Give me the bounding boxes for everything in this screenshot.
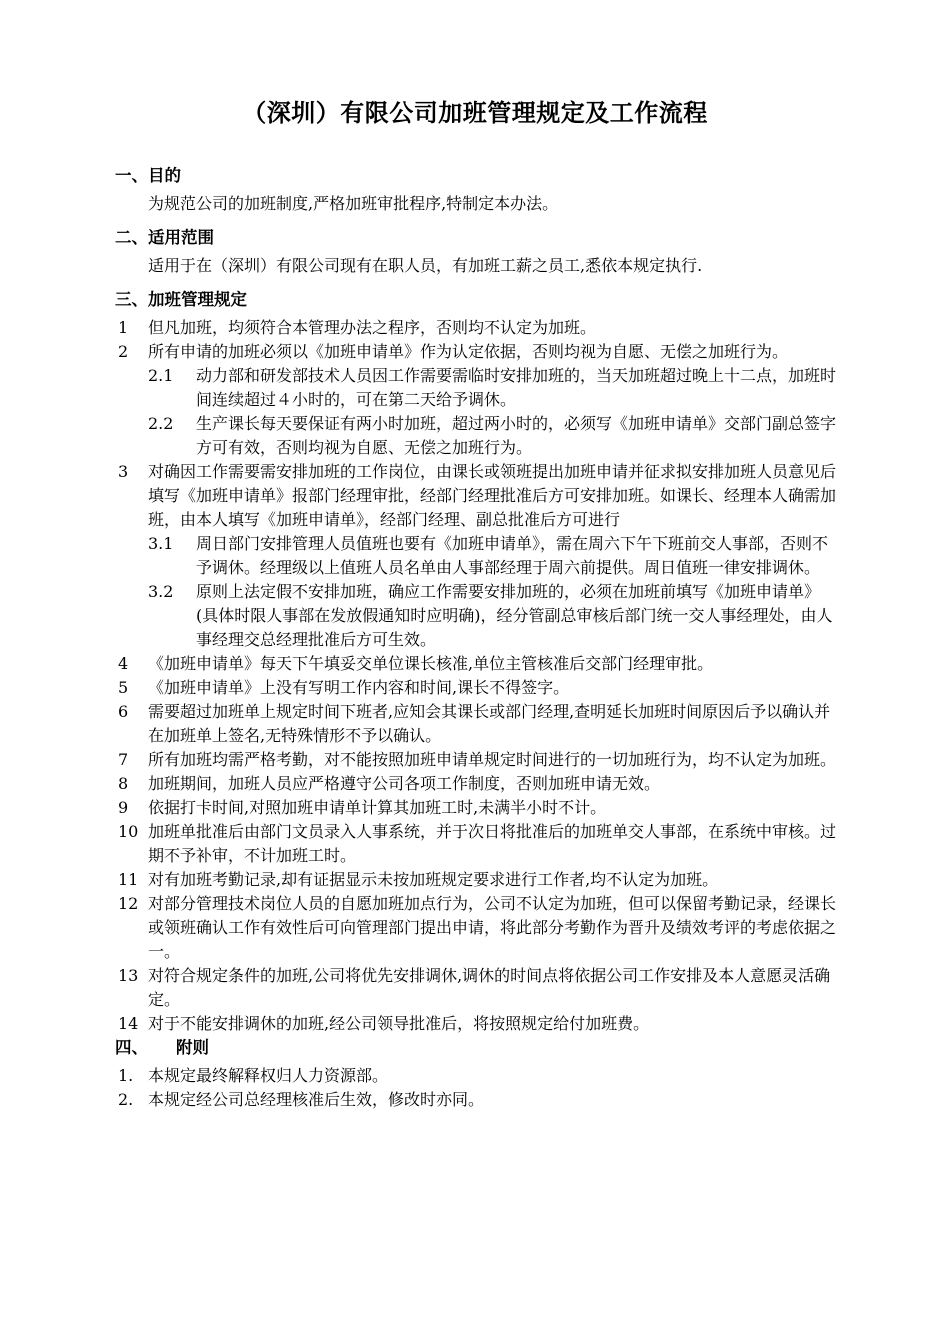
document-body bbox=[115, 160, 840, 1112]
list-item bbox=[118, 700, 840, 748]
item-number: 9 bbox=[118, 798, 129, 817]
item-text: 需要超过加班单上规定时间下班者,应知会其课长或部门经理,查明延长加班时间原因后予以确认并在加班单上签名,无特殊情形不予以确认。 bbox=[148, 702, 831, 745]
list-item bbox=[118, 892, 840, 964]
section-heading-purpose: 一、目的 bbox=[115, 166, 181, 185]
item-text: 所有加班均需严格考勤，对不能按照加班申请单规定时间进行的一切加班行为，均不认定为加班。 bbox=[148, 750, 837, 769]
item-text: 依据打卡时间,对照加班申请单计算其加班工时,未满半小时不计。 bbox=[148, 798, 607, 817]
list-item bbox=[118, 340, 840, 364]
item-number: 8 bbox=[118, 774, 129, 793]
item-number: 5 bbox=[118, 678, 129, 697]
item-text: 周日部门安排管理人员值班也要有《加班申请单》，需在周六下午下班前交人事部，否则不予调休。经理级以上值班人员名单由人事部经理于周六前提供。周日值班一律安排调休。 bbox=[196, 534, 829, 577]
list-item bbox=[118, 1088, 840, 1112]
item-number: 10 bbox=[118, 822, 139, 841]
list-item bbox=[118, 676, 840, 700]
item-text: 加班期间，加班人员应严格遵守公司各项工作制度，否则加班申请无效。 bbox=[148, 774, 661, 793]
list-item bbox=[118, 772, 840, 796]
sub-list-item bbox=[118, 364, 840, 412]
heading-number: 四、 bbox=[115, 1038, 148, 1057]
sub-list-item bbox=[118, 580, 840, 652]
list-item bbox=[118, 1012, 840, 1036]
item-number: 14 bbox=[118, 1014, 139, 1033]
section-text-scope: 适用于在（深圳）有限公司现有在职人员，有加班工薪之员工,悉依本规定执行. bbox=[148, 256, 703, 275]
rules-list bbox=[118, 316, 840, 1036]
sub-list-item bbox=[118, 532, 840, 580]
section-text-purpose: 为规范公司的加班制度,严格加班审批程序,特制定本办法。 bbox=[148, 194, 559, 213]
item-number: 3 bbox=[118, 462, 129, 481]
item-text: 对有加班考勤记录,却有证据显示未按加班规定要求进行工作者,均不认定为加班。 bbox=[148, 870, 719, 889]
item-number: 1. bbox=[118, 1066, 134, 1085]
list-item bbox=[118, 460, 840, 532]
item-text: 对部分管理技术岗位人员的自愿加班加点行为，公司不认定为加班，但可以保留考勤记录，经课长或领班确认工作有效性后可向管理部门提出申请，将此部分考勤作为晋升及绩效考评的考虑依据之一。 bbox=[148, 894, 837, 961]
item-number: 2. bbox=[118, 1090, 134, 1109]
item-number: 3.1 bbox=[148, 534, 174, 553]
item-number: 2.1 bbox=[148, 366, 174, 385]
item-text: 原则上法定假不安排加班，确应工作需要安排加班的，必须在加班前填写《加班申请单》(具体时限人事部在发放假通知时应明确)，经分管副总审核后部门统一交人事经理处，由人事经理交总经理批准后方可生效。 bbox=[196, 582, 833, 649]
item-number: 2.2 bbox=[148, 414, 174, 433]
section-heading-appendix bbox=[115, 1036, 840, 1060]
item-text: 生产课长每天要保证有两小时加班，超过两小时的，必须写《加班申请单》交部门副总签字方可有效，否则均视为自愿、无偿之加班行为。 bbox=[196, 414, 837, 457]
item-text: 所有申请的加班必须以《加班申请单》作为认定依据，否则均视为自愿、无偿之加班行为。 bbox=[148, 342, 789, 361]
item-text: 加班单批准后由部门文员录入人事系统，并于次日将批准后的加班单交人事部，在系统中审核。过期不予补审，不计加班工时。 bbox=[148, 822, 837, 865]
heading-text: 附则 bbox=[176, 1038, 209, 1057]
appendix-list bbox=[118, 1064, 840, 1112]
item-number: 7 bbox=[118, 750, 129, 769]
item-number: 13 bbox=[118, 966, 139, 985]
item-text: 对确因工作需要需安排加班的工作岗位，由课长或领班提出加班申请并征求拟安排加班人员意见后填写《加班申请单》报部门经理审批，经部门经理批准后方可安排加班。如课长、经理本人确需加班，由本人填写《加班申请单》，经部门经理、副总批准后方可进行 bbox=[148, 462, 837, 529]
list-item bbox=[118, 1064, 840, 1088]
item-number: 11 bbox=[118, 870, 139, 889]
list-item bbox=[118, 796, 840, 820]
item-number: 6 bbox=[118, 702, 129, 721]
list-item bbox=[118, 868, 840, 892]
item-text: 对于不能安排调休的加班,经公司领导批准后，将按照规定给付加班费。 bbox=[148, 1014, 650, 1033]
item-text: 对符合规定条件的加班,公司将优先安排调休,调休的时间点将依据公司工作安排及本人意愿灵活确定。 bbox=[148, 966, 831, 1009]
list-item bbox=[118, 820, 840, 868]
list-item bbox=[118, 316, 840, 340]
item-number: 4 bbox=[118, 654, 129, 673]
item-number: 1 bbox=[118, 318, 129, 337]
list-item bbox=[118, 964, 840, 1012]
item-text: 但凡加班，均须符合本管理办法之程序，否则均不认定为加班。 bbox=[148, 318, 597, 337]
item-text: 本规定经公司总经理核准后生效，修改时亦同。 bbox=[148, 1090, 485, 1109]
item-text: 本规定最终解释权归人力资源部。 bbox=[148, 1066, 389, 1085]
item-number: 3.2 bbox=[148, 582, 174, 601]
list-item bbox=[118, 748, 840, 772]
item-text: 《加班申请单》每天下午填妥交单位课长核准,单位主管核准后交部门经理审批。 bbox=[148, 654, 714, 673]
list-item bbox=[118, 652, 840, 676]
item-text: 《加班申请单》上没有写明工作内容和时间,课长不得签字。 bbox=[148, 678, 570, 697]
document-title: （深圳）有限公司加班管理规定及工作流程 bbox=[242, 98, 708, 127]
section-heading-scope: 二、适用范围 bbox=[115, 228, 214, 247]
item-number: 12 bbox=[118, 894, 139, 913]
sub-list-item bbox=[118, 412, 840, 460]
item-number: 2 bbox=[118, 342, 129, 361]
item-text: 动力部和研发部技术人员因工作需要需临时安排加班的，当天加班超过晚上十二点，加班时间连续超过４小时的，可在第二天给予调休。 bbox=[196, 366, 837, 409]
section-heading-rules: 三、加班管理规定 bbox=[115, 290, 247, 309]
